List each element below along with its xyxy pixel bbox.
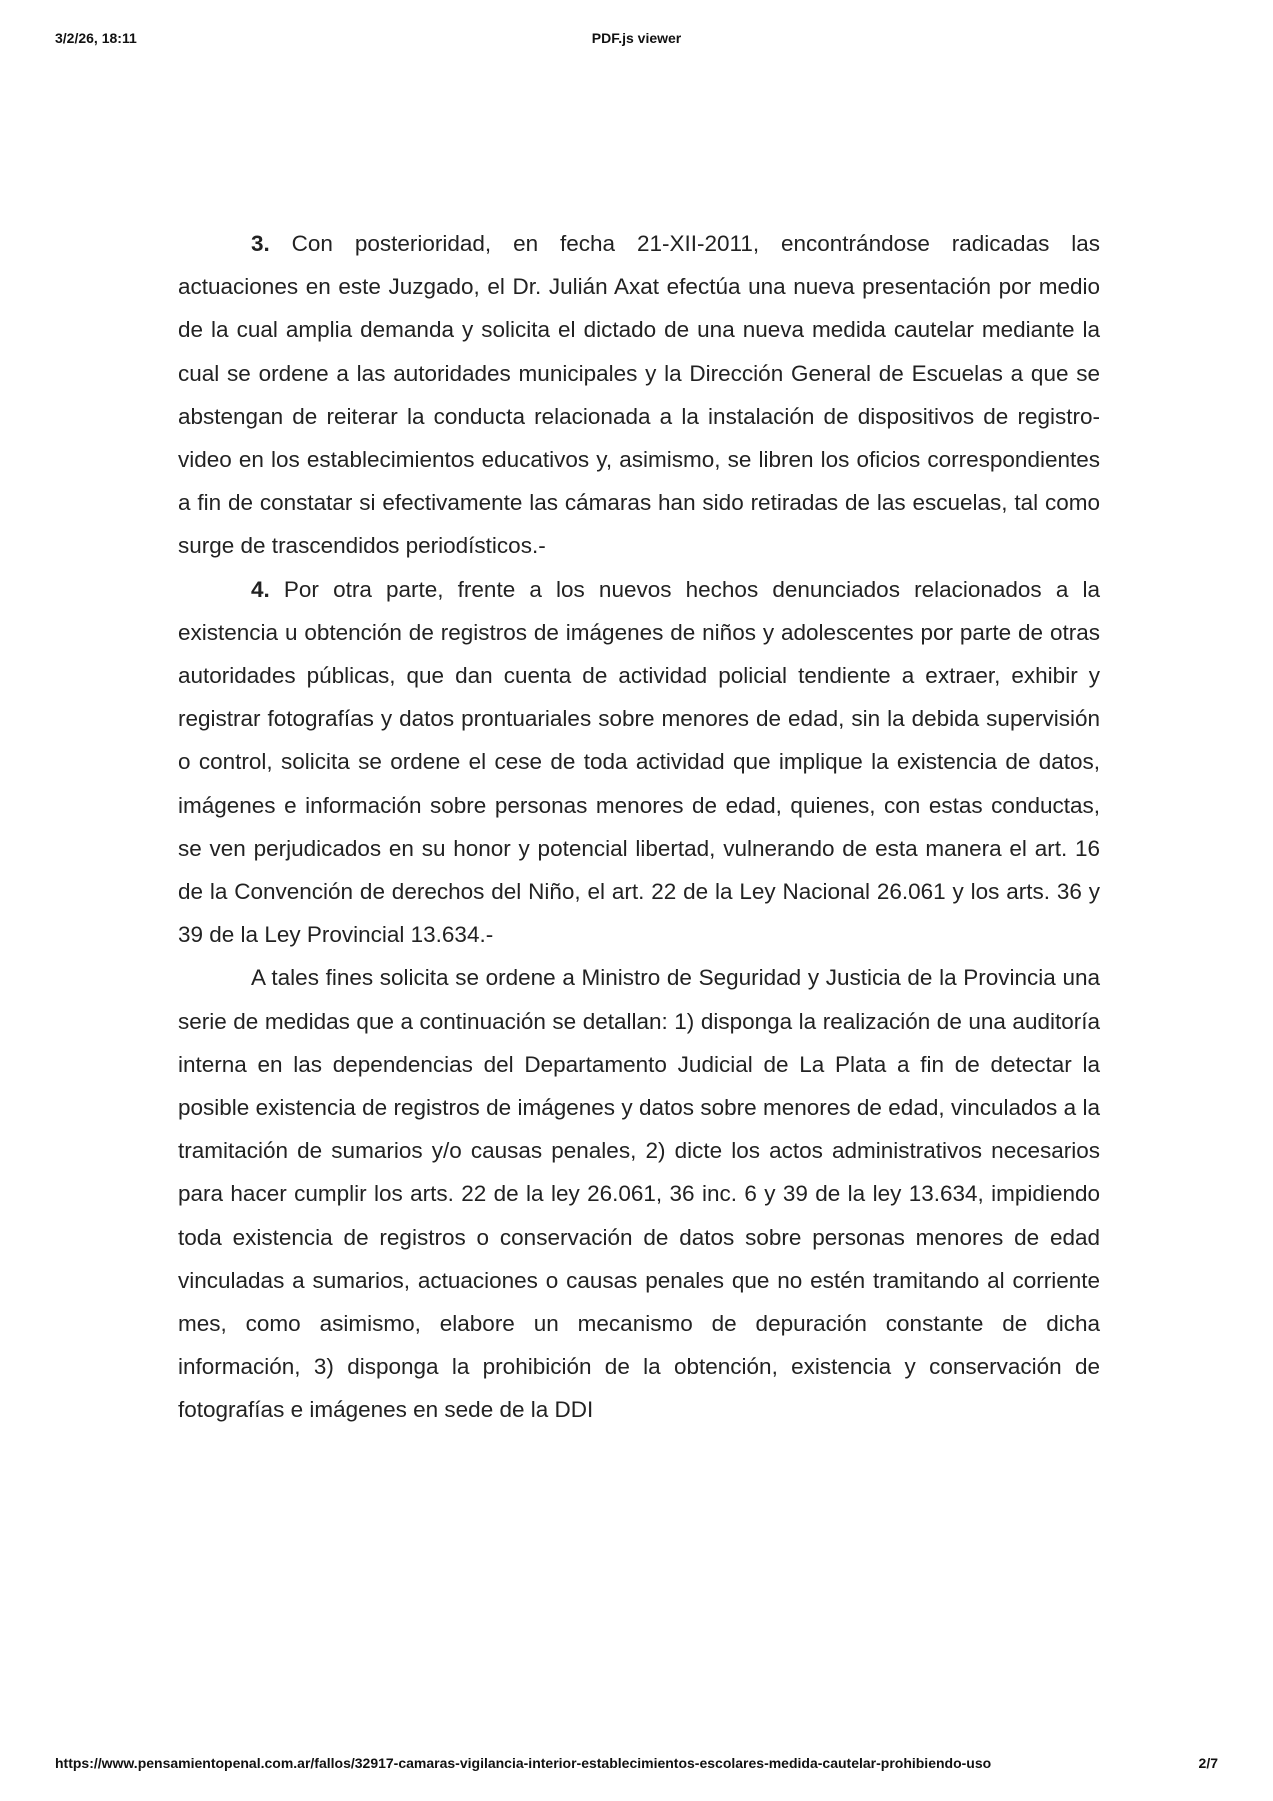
paragraph-text: Por otra parte, frente a los nuevos hechos denunciados relacionados a la existencia u obtención de registros de imágenes de niños y adolescentes por parte de otras autoridades públicas, que dan cuenta de actividad policial tendiente a extraer, exhibir y registrar fotografías y datos prontuariales sobre menores de edad, sin la debida supervisión o control, solicita se ordene el cese de toda actividad que implique la existencia de datos, imágenes e información sobre personas menores de edad, quienes, con estas conductas, se ven perjudicados en su honor y potencial libertad, vulnerando de esta manera el art. 16 de la Convención de derechos del Niño, el art. 22 de la Ley Nacional 26.061 y los arts. 36 y 39 de la Ley Provincial 13.634.- [178,576,1100,948]
print-header [0,30,1273,54]
print-datetime: 3/2/26, 18:11 [55,30,137,46]
page-indicator: 2/7 [1198,1755,1218,1771]
print-page-title: PDF.js viewer [591,30,682,46]
source-url: https://www.pensamientopenal.com.ar/fallos/32917-camaras-vigilancia-interior-establecimientos-escolares-medida-cautelar-prohibiendo-uso [55,1755,992,1771]
paragraph-number: 4. [251,576,270,602]
document-body [178,222,1100,1432]
paragraph-5 [178,956,1100,1431]
paragraph-number: 3. [251,231,270,256]
paragraph-4 [178,568,1100,957]
paragraph-3 [178,222,1100,568]
print-footer [0,1755,1273,1779]
paragraph-text: A tales fines solicita se ordene a Ministro de Seguridad y Justicia de la Provincia una serie de medidas que a continuación se detallan: 1) disponga la realización de una auditoría interna en las dependencias del Departamento Judicial de La Plata a fin de detectar la posible existencia de registros de imágenes y datos sobre menores de edad, vinculados a la tramitación de sumarios y/o causas penales, 2) dicte los actos administrativos necesarios para hacer cumplir los arts. 22 de la ley 26.061, 36 inc. 6 y 39 de la ley 13.634, impidiendo toda existencia de registros o conservación de datos sobre personas menores de edad vinculadas a sumarios, actuaciones o causas penales que no estén tramitando al corriente mes, como asimismo, elabore un mecanismo de depuración constante de dicha información, 3) disponga la prohibición de la obtención, existencia y conservación de fotografías e imágenes en sede de la DDI [178,965,1100,1423]
paragraph-text: Con posterioridad, en fecha 21-XII-2011, encontrándose radicadas las actuaciones en este Juzgado, el Dr. Julián Axat efectúa una nueva presentación por medio de la cual amplia demanda y solicita el dictado de una nueva medida cautelar mediante la cual se ordene a las autoridades municipales y la Dirección General de Escuelas a que se abstengan de reiterar la conducta relacionada a la instalación de dispositivos de registro-video en los establecimientos educativos y, asimismo, se libren los oficios correspondientes a fin de constatar si efectivamente las cámaras han sido retiradas de las escuelas, tal como surge de trascendidos periodísticos.- [178,231,1100,559]
